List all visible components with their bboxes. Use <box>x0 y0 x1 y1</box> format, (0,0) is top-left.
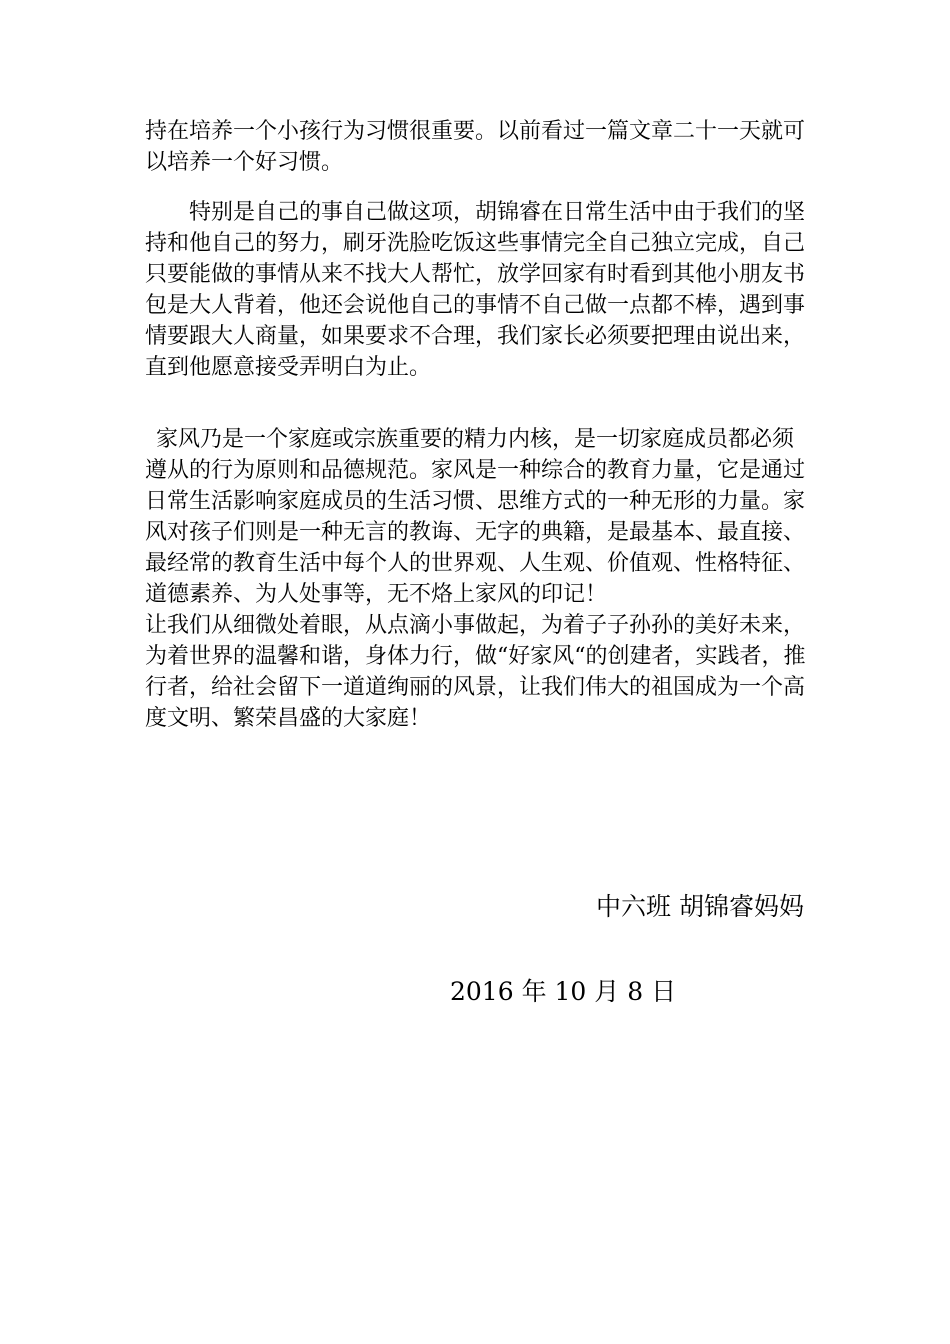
paragraph-habit-intro: 持在培养一个小孩行为习惯很重要。以前看过一篇文章二十一天就可以培养一个好习惯。 <box>145 119 806 175</box>
paragraph-call-to-action: 让我们从细微处着眼，从点滴小事做起，为着子子孙孙的美好未来，为着世界的温馨和谐，身体力行，做“好家风“的创建者，实践者，推行者，给社会留下一道道绚丽的风景，让我们伟大的祖国成为一个高度文明、繁荣昌盛的大家庭！ <box>145 613 806 731</box>
paragraph-family-tradition: 家风乃是一个家庭或宗族重要的精力内核，是一切家庭成员都必须遵从的行为原则和品德规范。家风是一种综合的教育力量，它是通过日常生活影响家庭成员的生活习惯、思维方式的一种无形的力量。家风对孩子们则是一种无言的教诲、无字的典籍，是最基本、最直接、最经常的教育生活中每个人的世界观、人生观、价值观、性格特征、道德素养、为人处事等，无不烙上家风的印记！ <box>145 427 806 607</box>
family-tradition-section <box>145 424 810 734</box>
date: 2016 年 10 月 8 日 <box>450 977 677 1006</box>
paragraph-self-reliance: 特别是自己的事自己做这项，胡锦睿在日常生活中由于我们的坚持和他自己的努力，刷牙洗脸吃饭这些事情完全自己独立完成，自己只要能做的事情从来不找大人帮忙，放学回家有时看到其他小朋友书包是大人背着，他还会说他自己的事情不自己做一点都不棒，遇到事情要跟大人商量，如果要求不合理，我们家长必须要把理由说出来，直到他愿意接受弄明白为止。 <box>145 200 806 380</box>
signature: 中六班 胡锦睿妈妈 <box>596 892 804 921</box>
